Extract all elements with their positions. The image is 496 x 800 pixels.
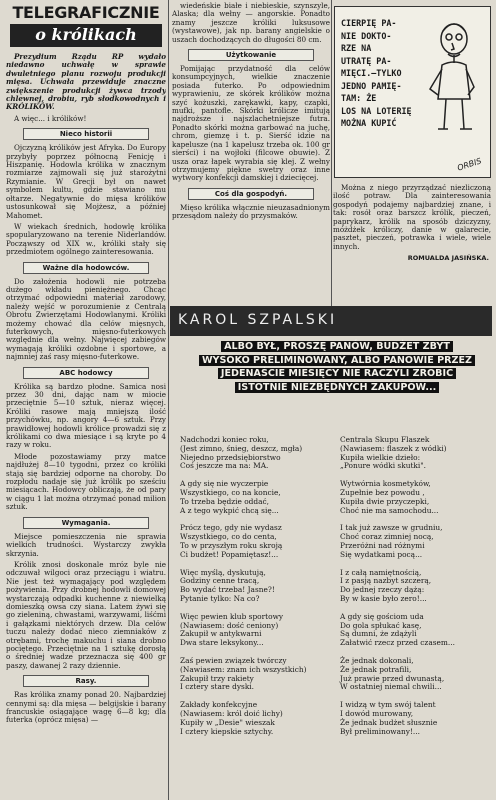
poem-stanza xyxy=(340,524,490,559)
poem-line: Kupiła wielkie dzieło: xyxy=(340,452,421,462)
poem-line: Do jednej rzeczy dążą: xyxy=(340,585,425,595)
article-subtitle: o królikach xyxy=(10,24,162,47)
section-heading-abc: ABC hodowcy xyxy=(23,367,150,379)
paragraph: Do założenia hodowli nie potrzeba dużego wkładu pieniężnego. Chcąc otrzymać odpowiedni materiał zarodowy, należy wejść w porozumienie z Centralą Obrotu Zwierzętami Hodowlanymi. Króliki możemy chować dla celów mięsnych, futerkowych, mięsno-futerkowych względnie dla wełny. Najwięcej zabiegów wymagają króliki ozdobne i sportowe, a najmniej zaś rasy mięsno-futerkowe. xyxy=(6,276,166,362)
article-lead-tail: A więc... i królików! xyxy=(14,113,87,123)
poem-line: Prócz tego, gdy nie wydasz xyxy=(180,523,282,533)
poem-stanza xyxy=(180,657,330,692)
cartoon-line: JEDNO PAMIĘ- xyxy=(341,80,402,91)
column-rule xyxy=(331,0,332,306)
poem-line: Pytanie tylko: Na co? xyxy=(180,593,260,603)
poem-line: Do gola spłukać kasę, xyxy=(340,620,422,630)
column-rule xyxy=(168,0,169,800)
cartoon-line: LOS NA LOTERIĘ xyxy=(341,105,412,116)
cartoon-line: CIERPIĘ PA- xyxy=(341,18,397,28)
poem-line: Że jednak budżet słusznie xyxy=(340,717,438,727)
cartoon-figure-drawing xyxy=(416,17,486,137)
poem-line: Ci budżet! Popamiętasz!... xyxy=(180,549,279,559)
cartoon-box xyxy=(334,6,491,178)
cartoon-line: UTRATĘ PA- xyxy=(341,55,392,66)
poem-line: Nadchodzi koniec roku, xyxy=(180,435,269,444)
poem-line: Zaś pewien związek twórczy xyxy=(180,655,287,665)
poem-line: Choć nie ma samochodu... xyxy=(340,505,439,515)
poem-line: W ostatniej niemal chwili... xyxy=(340,682,442,692)
paragraph: Królik znosi doskonale mróz byle nie odczuwał wilgoci oraz przeciągu i wiatru. Nie jest też wymagający pod względem pożywienia. Przy drobnej hodowli domowej wystarczają odpadki kuchenne z niewielką domieszką owsa czy siana. Latem żywi się go zieleniną, chwastami, warzywami, liśćmi i gałązkami niektórych drzew. Dla celów tuczu należy dodać nieco ziemniaków z otrębami, trochę makuchu i siana drobno pociętego. Przeciętnie na 1 sztukę dorosłą o średniej wadze przeznacza się 400 gr paszy, dawanej 2 razy dziennie. xyxy=(6,559,166,670)
poem-line: I tak już zawsze w grudniu, xyxy=(340,523,443,533)
paragraph: Ojczyzną królików jest Afryka. Do Europy przybyły poprzez północną Fenicję i Hiszpanię. Hodowla królika w znacznym rozmiarze zajmowali się już starożytni Rzymianie. W Grecji był on nawet symbolem kultu, gdzie stawiano mu ołtarze. Negatywnie do mięsa królików ustosunkował się Mojżesz, a później Mahomet. xyxy=(6,143,166,220)
cartoon-line: NIE DOKTO- xyxy=(341,30,392,41)
poem-line: Że jednak potrafili, xyxy=(340,664,412,674)
headline-line: ALBO BYŁ, PROSZĘ PANÓW, BUDŻET ZBYT xyxy=(221,341,453,352)
poem-stanza xyxy=(180,480,330,515)
poem-headline xyxy=(198,340,476,394)
poem-line: I widzą w tym swój talent xyxy=(340,700,436,710)
poem-line: I cztery stare dyski. xyxy=(180,682,255,692)
paragraph: wiedeńskie białe i niebieskie, szynszyle, Alaska; dla wełny — angorskie. Ponadto znamy jeszcze króliki luksusowe (wystawowe), jak np. barany angielskie o uszach dochodzących do długości 80 cm. xyxy=(172,1,330,44)
poem-line: Są dumni, że zdążyli xyxy=(340,629,417,639)
cartoon-line: RZE NA xyxy=(341,43,372,53)
headline-line: WYSOKO PRELIMINOWANY, ALBO PANOWIE PRZEZ xyxy=(199,355,475,366)
poem-line: Zakupił w antykwarni xyxy=(180,629,262,639)
paragraph: Młode pozostawiamy przy matce najdłużej 8—10 tygodni, przez co króliki stają się bardziej odporne na choroby. Do rozpłodu nadaje się już królik po sześciu miesiącach. Hodowcy obliczają, że od pary w ciągu 1 lat można otrzymać ponad milion sztuk. xyxy=(6,451,166,512)
poem-line: Kupiła dwie przyczepki, xyxy=(340,496,430,506)
section-heading-breeders: Ważne dla hodowców. xyxy=(23,262,150,274)
article-title: TELEGRAFICZNIE xyxy=(12,3,160,22)
poem-stanza xyxy=(180,613,330,648)
poem-line: Niejedno przedsiębiorstwo xyxy=(180,452,281,462)
poem-line: (Nawiasem: król doić lichy) xyxy=(180,708,283,718)
poem-line: By w kasie było zero!... xyxy=(340,593,427,603)
poem-line: Dwa stare leksykony... xyxy=(180,638,264,648)
cartoon-caption xyxy=(341,17,421,130)
poem-stanza xyxy=(180,436,330,471)
section-heading-requirements: Wymagania. xyxy=(23,517,150,529)
poem-line: Kupiły w „Desie" wieszak xyxy=(180,717,275,727)
poem-line: Centrala Skupu Flaszek xyxy=(340,435,430,444)
paragraph: Królika są bardzo płodne. Samica nosi przez 30 dni, dając nam w miocie przeciętnie 5—10 sztuk, nieraz więcej. Króliki rasowe mają mniejszą ilość przychówku, np. angory 4—6 sztuk. Przy prawidłowej hodowli królice prowadzi się z królikami co dwa miesiące i są kryte po 4 razy w roku. xyxy=(6,381,166,450)
cartoon-line: TAM: ŻE xyxy=(341,93,377,103)
poem-line: Zupełnie bez powodu , xyxy=(340,487,425,497)
poem-stanza xyxy=(180,524,330,559)
poem-line: I dowód murowany, xyxy=(340,708,414,718)
poem-stanza xyxy=(180,701,330,736)
poem-stanza xyxy=(340,657,490,692)
headline-line: JEDENAŚCIE MIESIĘCY NIE RACZYLI ZROBIĆ xyxy=(218,368,456,379)
poem-line: To trzeba będzie oddać, xyxy=(180,496,270,506)
poem-line: Załatwić rzecz przed czasem... xyxy=(340,638,455,648)
poem-line: Zakłady konfekcyjne xyxy=(180,700,258,710)
poem-author: KAROL SZPALSKI xyxy=(178,312,338,328)
poem-line: Choć coraz zimniej nocą, xyxy=(340,532,434,542)
poem-line: A z tego wykpić chcą się... xyxy=(180,505,279,515)
poem-line: Już prawie przed dwunastą, xyxy=(340,673,445,683)
paragraph: Mięso królika włącznie nieuzasadnionym przesądom należy do przysmaków. xyxy=(172,202,330,221)
section-heading-housewives: Coś dla gospodyń. xyxy=(188,188,313,200)
poem-line: Przeróżni nad różnymi xyxy=(340,540,425,550)
poem-stanza xyxy=(340,569,490,604)
poem-line: (Nawiasem: dość ceniony) xyxy=(180,620,279,630)
poem-line: Zakupił trzy rakiety xyxy=(180,673,254,683)
cartoon-line: MOŻNA KUPIĆ xyxy=(341,118,397,128)
poem-line: „Ponure wódki skutki". xyxy=(340,461,427,471)
poem-line: To w przyszłym roku skroją xyxy=(180,540,283,550)
cartoon-line: MIĘCI.—TYLKO xyxy=(341,68,402,78)
poem-line: Więc pewien klub sportowy xyxy=(180,611,284,621)
author-signature: ROMUALDA JASIŃSKA. xyxy=(407,254,489,263)
poem-line: Wszystkiego, co na koncie, xyxy=(180,487,281,497)
article-column-recipes xyxy=(333,184,491,262)
poem-line: I z pasją nazbyt szczerą, xyxy=(340,576,432,586)
section-heading-breeds: Rasy. xyxy=(23,675,150,687)
paragraph: W wiekach średnich, hodowlę królika spopularyzowano na terenie Niderlandów. Począwszy od XIX w., króliki stały się przedmiotem ogólnego zainteresowania. xyxy=(6,221,166,257)
poem-line: (Nawiasem: flaszek z wódki) xyxy=(340,443,447,453)
poem-line: I cztery kiepskie sztychy. xyxy=(180,726,274,736)
author-banner xyxy=(170,306,492,336)
poem-line: Się wydatkami pocą... xyxy=(340,549,423,559)
poem-stanza xyxy=(180,569,330,604)
poem-line: (Nawiasem: znam ich wszystkich) xyxy=(180,664,307,674)
poem-stanza xyxy=(340,480,490,515)
poem-line: Coś jeszcze ma na: MA. xyxy=(180,461,269,471)
poem-line: Godziny cenne tracą, xyxy=(180,576,260,586)
poem-line: (Jest zimno, śnieg, deszcz, mgła) xyxy=(180,443,303,453)
poem-column-right xyxy=(340,436,490,745)
poem-section xyxy=(170,306,492,800)
poem-line: A gdy się nie wyczerpie xyxy=(180,479,269,489)
paragraph: Pomijając przydatność dla celów konsumpcyjnych, wielkie znaczenie posiada futerko. Po odpowiednim wyprawieniu, ze skórek królików można szyć kożuszki, zarękawki, kapy, czapki, mufki, pantofle. Skórki królicze imitują najdroższe i najszlachetniejsze futra. Ponadto skórki można garbować na juchę, chrom, giemzę i t. p. Sierść idzie na kapelusze (na 1 kapelusz trzeba ok. 100 gr sierści) i na wojłoki (filcowe obuwie). Z usza oraz łapek wyrabia się klej. Z wełny otrzymujemy piękne swetry oraz inne wytwory konfekcji damskiej i dziecięcej. xyxy=(172,64,330,183)
article-lead: Prezydium Rządu RP wydało niedawno uchwałę w sprawie dwuletniego planu rozwoju produkcji mięsa. Uchwała przewiduje znaczne zwiększenie produkcji żywca trzody chlewnej, drobiu, ryb słodkowodnych i KRÓLIKÓW. xyxy=(6,52,166,112)
poem-stanza xyxy=(340,436,490,471)
headline-line: ISTOTNIE NIEZBĘDNYCH ZAKUPÓW... xyxy=(235,382,440,393)
poem-stanza xyxy=(340,613,490,648)
poem-stanza xyxy=(340,701,490,736)
poem-column-left xyxy=(180,436,330,745)
poem-line: I z całą namiętnością, xyxy=(340,567,422,577)
paragraph: Ras królika znamy ponad 20. Najbardziej cennymi są: dla mięsa — belgijskie i barany francuskie osiągające wagę 6—8 kg; dla futerka (oprócz mięsa) — xyxy=(6,690,166,725)
article-column-continued xyxy=(172,0,330,310)
paragraph: Można z niego przyrządzać niezliczoną ilość potraw. Dla zainteresowania gospodyń podajemy najbardziej znane, i tak: rosół oraz barszcz królik, pieczeń, paprykarz, królik na sposób dziczyzny, móżdżek króliczy, danie w galarecie, pasztet, pieczeń, potrawka i wiele, wiele innych. xyxy=(333,183,491,251)
poem-line: Wszystkiego, co do centa, xyxy=(180,532,277,542)
poem-line: Wytwórnia kosmetyków, xyxy=(340,479,431,489)
poem-line: Bo wydać trzeba! Jasne?! xyxy=(180,585,275,595)
article-column-rabbits xyxy=(6,0,166,800)
section-heading-history: Nieco historii xyxy=(23,128,150,140)
section-heading-usage: Użytkowanie xyxy=(188,49,313,61)
poem-line: A gdy się gościom uda xyxy=(340,611,424,621)
poem-line: Był preliminowany!... xyxy=(340,726,420,736)
cartoon-signature: ORBIS xyxy=(456,156,483,173)
paragraph: Miejsce pomieszczenia nie sprawia wielkich trudności. Wystarczy zwykła skrzynia. xyxy=(6,531,166,558)
poem-line: Więc myślą, dyskutują, xyxy=(180,567,266,577)
poem-line: Że jednak dokonali, xyxy=(340,655,414,665)
